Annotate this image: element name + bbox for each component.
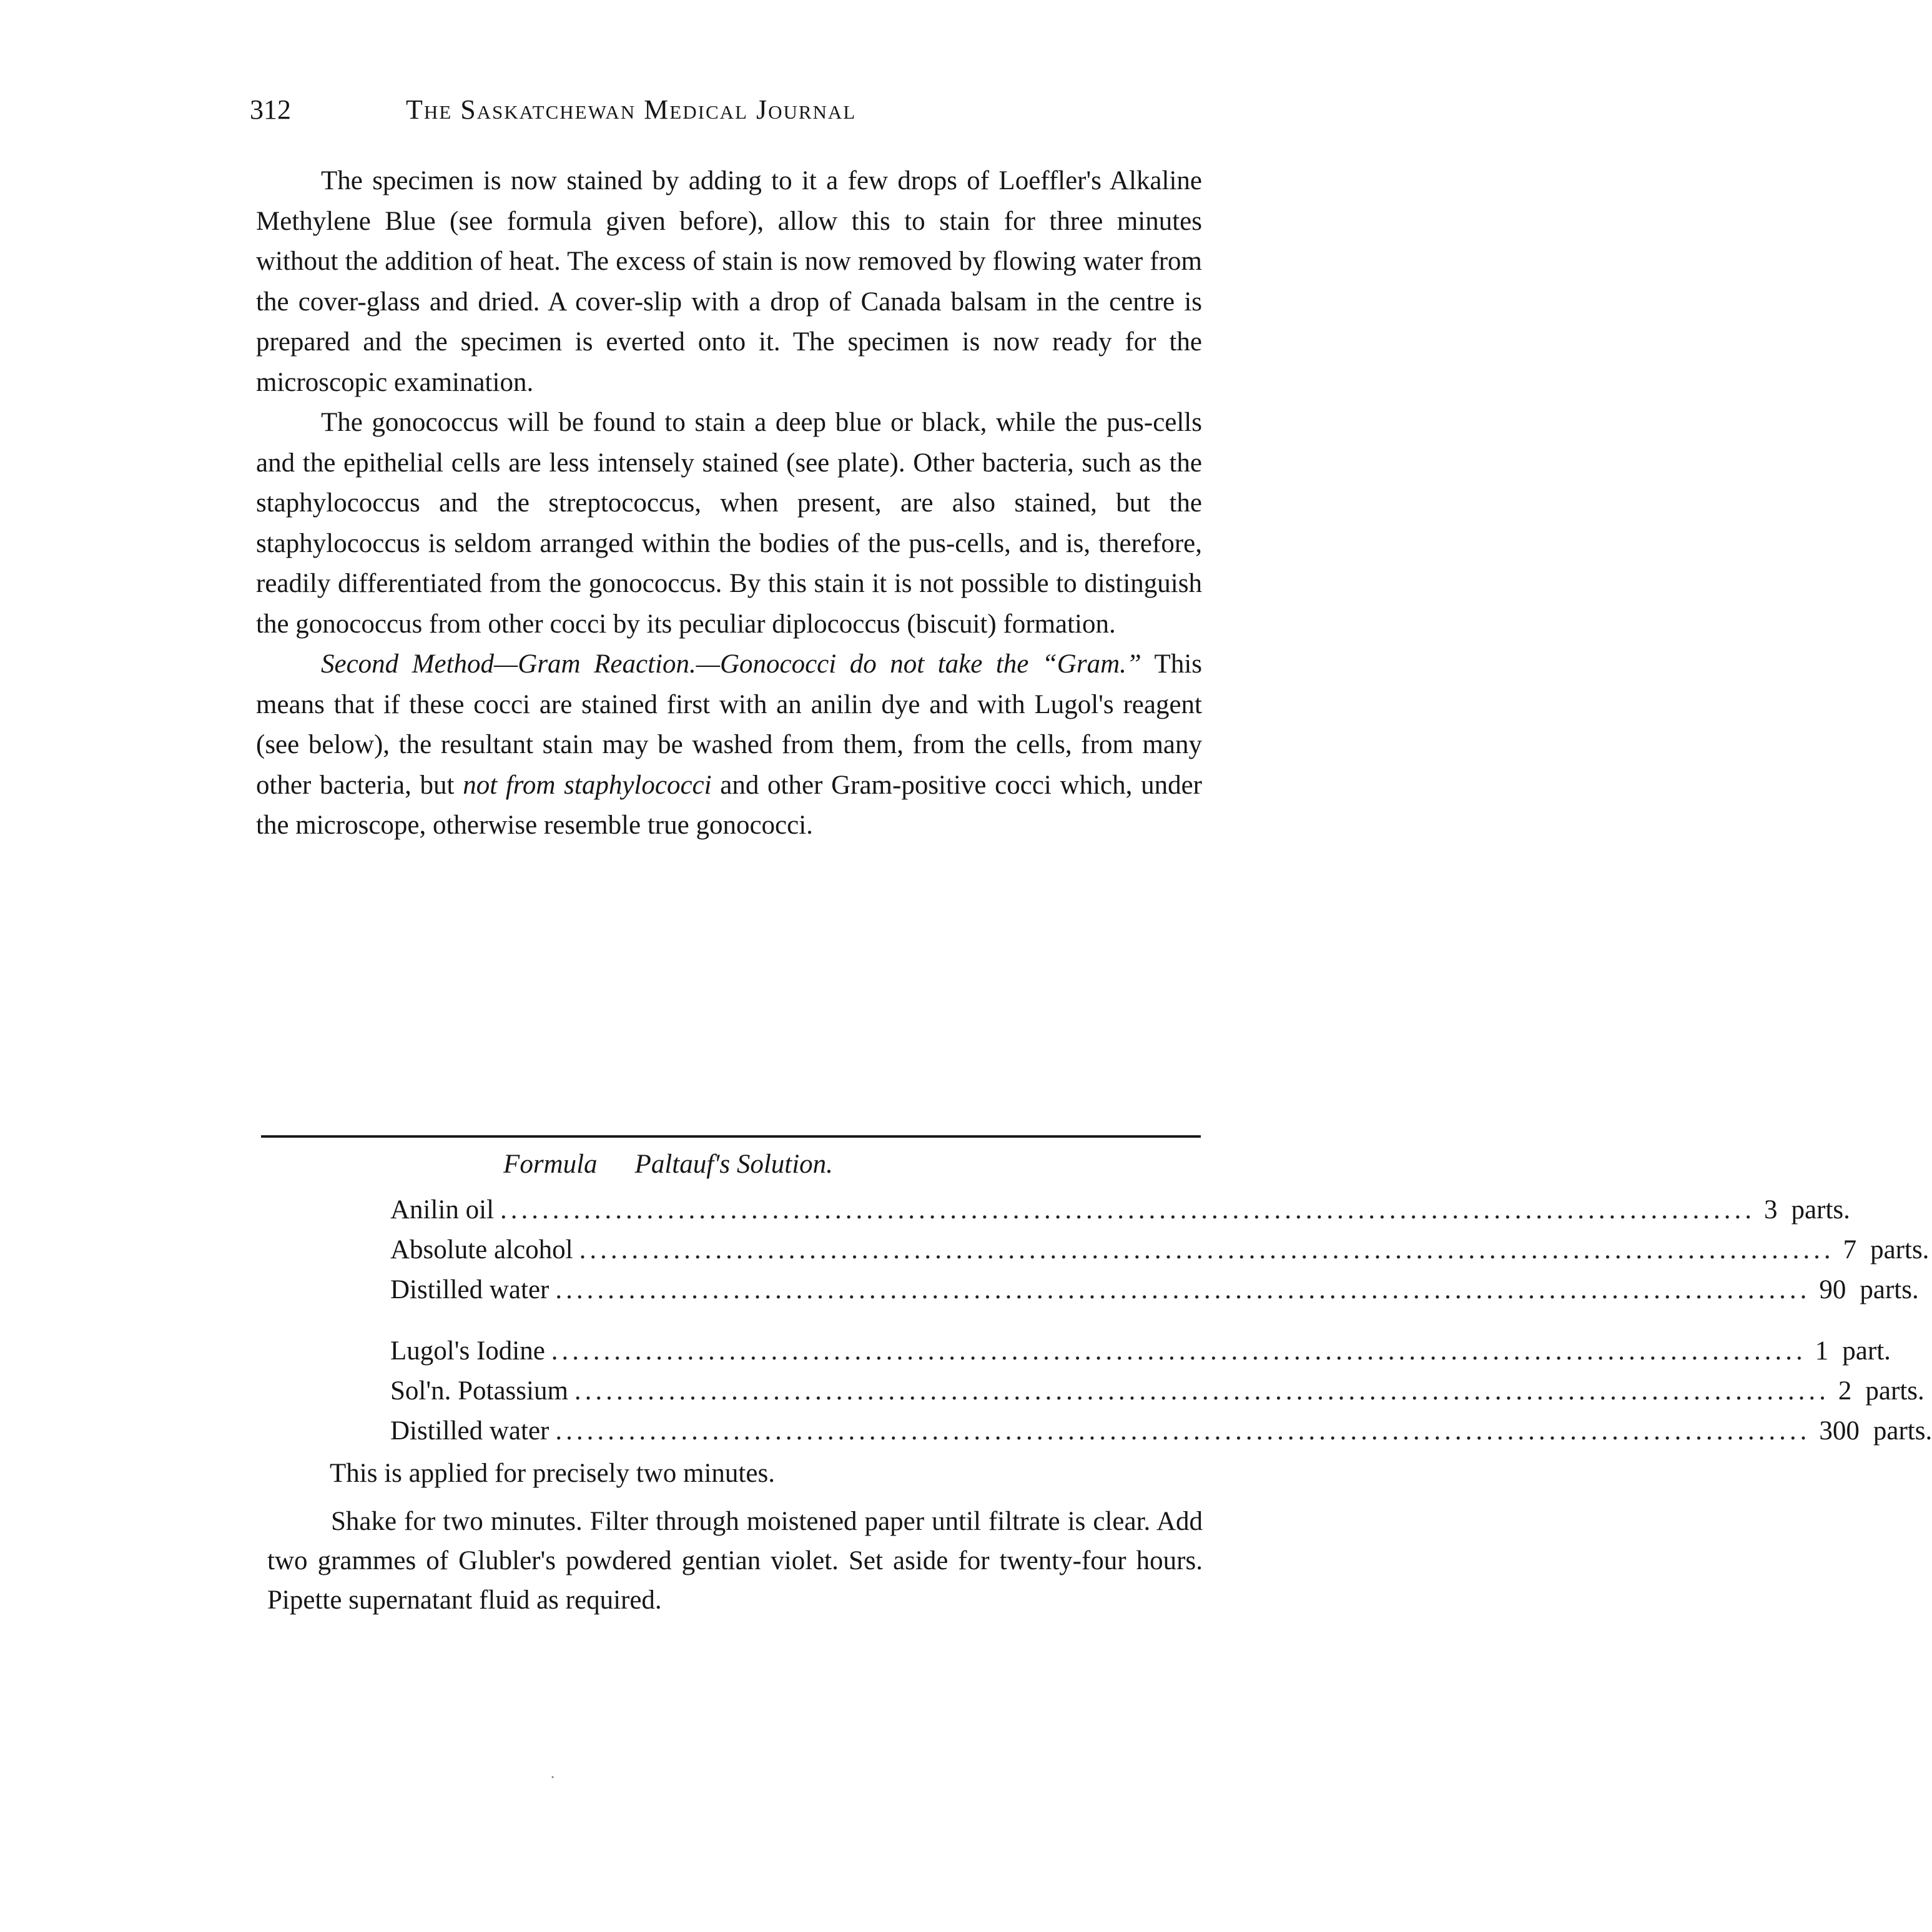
ingredient-quantity: 7 (1843, 1235, 1857, 1264)
paragraph-staining: The specimen is now stained by adding to it a few drops of Loeffler's Alkaline Methylene Blue (see formula given before), allow this to stain for three minutes without the addition of heat. The excess of stain is now removed by flowing water from the cover-glass and dried. A cover-slip with a drop of Canada balsam in the centre is prepared and the specimen is everted onto it. The specimen is now ready for the microscopic examination. (256, 166, 1202, 397)
ingredient-quantity: 90 (1819, 1275, 1846, 1304)
leader-dots: ........................................................................................................................ (551, 1336, 1806, 1366)
ingredient-unit: parts. (1873, 1416, 1932, 1446)
ingredient-name: Distilled water (390, 1275, 550, 1304)
ingredient-name: Anilin oil (390, 1195, 495, 1225)
recipe-row (390, 1195, 1850, 1235)
gram-method-text-b: and other Gram-positive cocci which, under the microscope, otherwise resemble true gonococci. (256, 770, 1202, 840)
recipe-row (390, 1274, 1919, 1314)
formula-title (0, 1149, 1336, 1180)
section-divider (261, 1135, 1201, 1138)
recipe-group-2 (390, 1336, 1932, 1456)
page-header (250, 94, 1199, 131)
ingredient-quantity: 3 (1764, 1195, 1778, 1225)
preparation-instructions: Shake for two minutes. Filter through moistened paper until filtrate is clear. Add two grammes of Glubler's powdered gentian violet. Set aside for twenty-four hours. Pipette supernatant fluid as required. (267, 1507, 1203, 1615)
gram-method-heading: Second Method—Gram Reaction.—Gonococci do not take the “Gram.” (321, 649, 1141, 679)
leader-dots: ........................................................................................................................ (574, 1376, 1830, 1406)
ingredient-name: Sol'n. Potassium (390, 1376, 568, 1406)
recipe-group-1 (390, 1195, 1930, 1314)
recipe-row (390, 1376, 1925, 1416)
leader-dots: ........................................................................................................................ (500, 1195, 1756, 1225)
recipe-row (390, 1235, 1930, 1274)
formula-title-name: Paltauf's Solution. (634, 1150, 833, 1179)
paragraph-gonococcus: The gonococcus will be found to stain a deep blue or black, while the pus-cells and the epithelial cells are less intensely stained (see plate). Other bacteria, such as the staphylococcus and the streptococcus, when present, are also stained, but the staphylococcus is seldom arranged within the bodies of the pus-cells, and is, therefore, readily differentiated from the gonococcus. By this stain it is not possible to distinguish the gonococcus from other cocci by its peculiar diplococcus (biscuit) formation. (256, 408, 1202, 639)
ingredient-quantity: 300 (1819, 1416, 1860, 1446)
running-title: The Saskatchewan Medical Journal (406, 94, 857, 125)
ingredient-quantity: 1 (1815, 1336, 1829, 1366)
application-note: This is applied for precisely two minutes. (330, 1459, 775, 1488)
recipe-row (390, 1336, 1891, 1376)
paragraph-gram-method (256, 644, 1202, 846)
ingredient-quantity: 2 (1838, 1376, 1852, 1406)
ingredient-name: Absolute alcohol (390, 1235, 573, 1264)
page-number: 312 (250, 94, 291, 125)
formula-title-prefix: Formula (503, 1150, 598, 1179)
ingredient-unit: parts. (1860, 1275, 1919, 1304)
ingredient-unit: parts. (1870, 1235, 1930, 1264)
leader-dots: ........................................................................................................................ (555, 1275, 1811, 1304)
scan-speck: ˙ (550, 1772, 556, 1793)
leader-dots: ........................................................................................................................ (579, 1235, 1835, 1264)
body-text (256, 161, 1202, 846)
gram-method-text-a: This means that if these cocci are stained first with an anilin dye and with Lugol's reagent (see below), the resultant stain may be washed from them, from the cells, from many other bacteria, but (256, 649, 1202, 800)
recipe-row (390, 1416, 1932, 1456)
ingredient-unit: parts. (1791, 1195, 1850, 1225)
ingredient-unit: part. (1842, 1336, 1891, 1366)
ingredient-name: Lugol's Iodine (390, 1336, 545, 1366)
ingredient-name: Distilled water (390, 1416, 550, 1446)
ingredient-unit: parts. (1865, 1376, 1925, 1406)
gram-method-emphasis: not from staphylococci (463, 770, 712, 800)
leader-dots: ........................................................................................................................ (555, 1416, 1811, 1446)
